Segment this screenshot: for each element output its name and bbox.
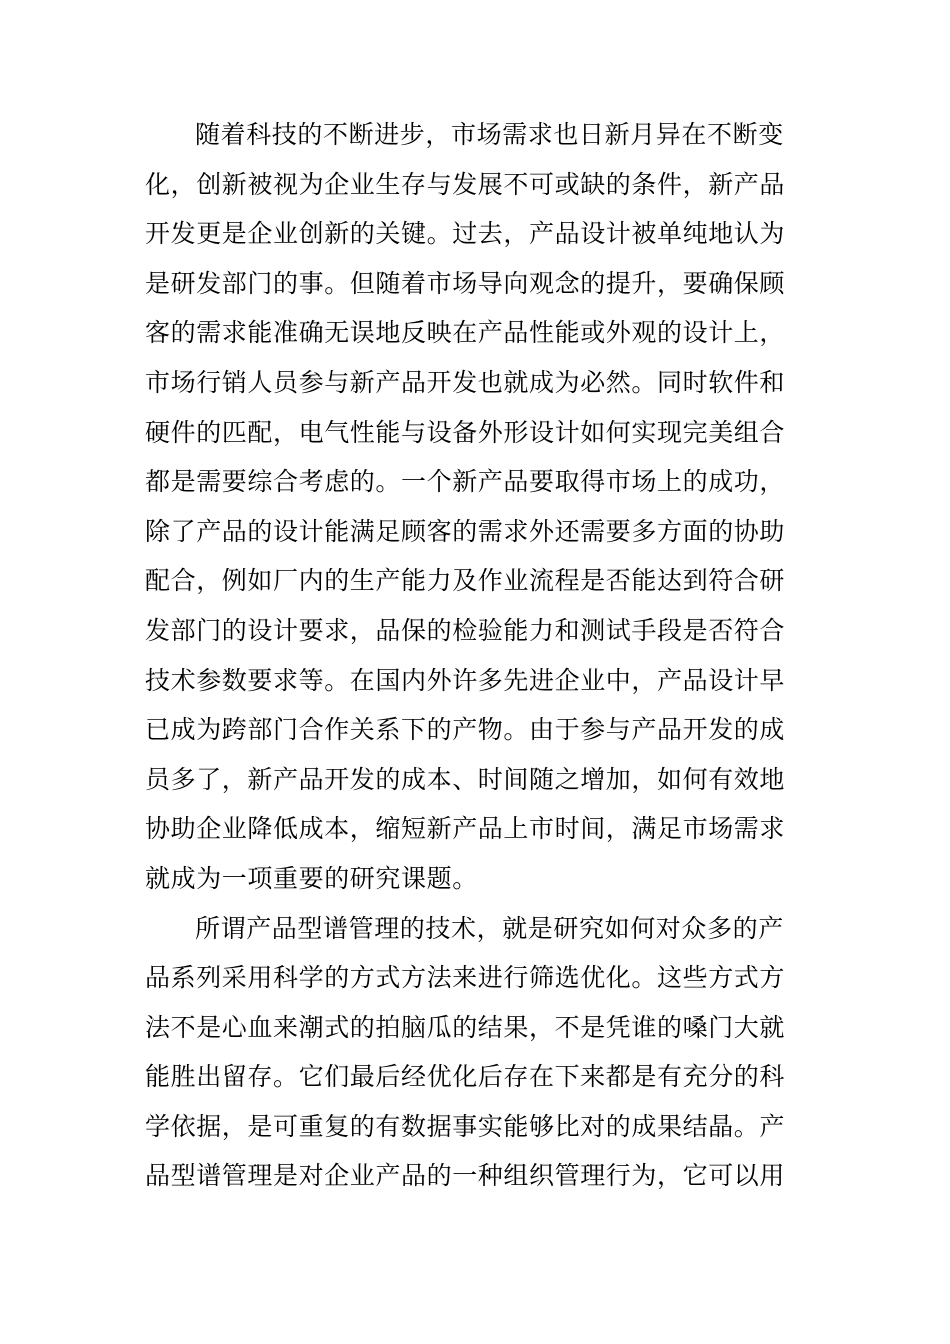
paragraph-1-line-2: 化，创新被视为企业生存与发展不可或缺的条件，新产品 xyxy=(145,169,786,199)
paragraph-2-line-2: 品系列采用科学的方式方法来进行筛选优化。这些方式方 xyxy=(145,963,786,993)
paragraph-1-line-3: 开发更是企业创新的关键。过去，产品设计被单纯地认为 xyxy=(145,219,786,249)
paragraph-1-line-12: 技术参数要求等。在国内外许多先进企业中，产品设计早 xyxy=(145,665,786,695)
body-text xyxy=(145,110,805,1201)
paragraph-1-line-8: 都是需要综合考虑的。一个新产品要取得市场上的成功， xyxy=(145,467,786,497)
paragraph-2-line-6: 品型谱管理是对企业产品的一种组织管理行为，它可以用 xyxy=(145,1161,786,1191)
paragraph-1-line-4: 是研发部门的事。但随着市场导向观念的提升，要确保顾 xyxy=(145,268,786,298)
paragraph-2-line-4: 能胜出留存。它们最后经优化后存在下来都是有充分的科 xyxy=(145,1062,786,1092)
paragraph-1-line-11: 发部门的设计要求，品保的检验能力和测试手段是否符合 xyxy=(145,615,786,645)
paragraph-2-line-1: 所谓产品型谱管理的技术，就是研究如何对众多的产 xyxy=(195,913,784,943)
paragraph-1-line-1: 随着科技的不断进步，市场需求也日新月异在不断变 xyxy=(195,120,784,149)
paragraph-1-line-10: 配合，例如厂内的生产能力及作业流程是否能达到符合研 xyxy=(145,566,786,596)
paragraph-1-line-14: 员多了，新产品开发的成本、时间随之增加，如何有效地 xyxy=(145,764,786,794)
paragraph-1-line-13: 已成为跨部门合作关系下的产物。由于参与产品开发的成 xyxy=(145,715,786,745)
paragraph-2-line-3: 法不是心血来潮式的拍脑瓜的结果，不是凭谁的嗓门大就 xyxy=(145,1012,786,1042)
paragraph-1-line-15: 协助企业降低成本，缩短新产品上市时间，满足市场需求 xyxy=(145,814,786,844)
paragraph-1-line-6: 市场行销人员参与新产品开发也就成为必然。同时软件和 xyxy=(145,367,786,397)
paragraph-2-line-5: 学依据，是可重复的有数据事实能够比对的成果结晶。产 xyxy=(145,1111,786,1141)
paragraph-1-line-16: 就成为一项重要的研究课题。 xyxy=(145,863,478,893)
paragraph-1-line-7: 硬件的匹配，电气性能与设备外形设计如何实现完美组合 xyxy=(145,417,786,447)
paragraph-1-line-5: 客的需求能准确无误地反映在产品性能或外观的设计上， xyxy=(145,318,786,348)
paragraph-1-line-9: 除了产品的设计能满足顾客的需求外还需要多方面的协助 xyxy=(145,516,786,546)
